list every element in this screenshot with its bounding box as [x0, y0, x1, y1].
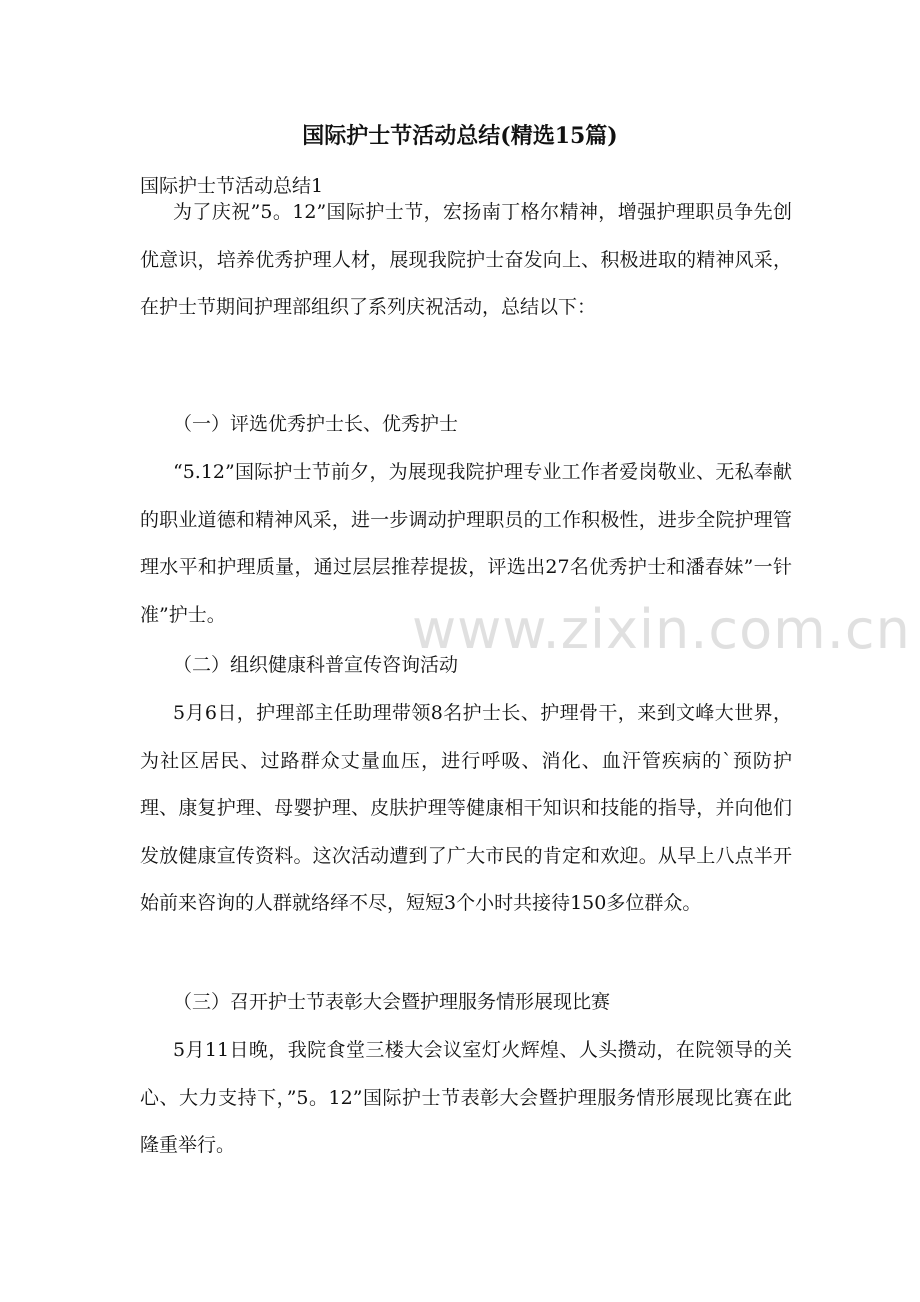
section-heading-2: （二）组织健康科普宣传咨询活动 [173, 654, 459, 676]
paragraph-section-1: “5.12”国际护士节前夕，为展现我院护理专业工作者爱岗敬业、无私奉献的职业道德和精神风采，进一步调动护理职员的工作积极性，进步全院护理管理水平和护理质量，通过层层推荐提拔，评选出27名优秀护士和潘春妹”一针准”护士。 [140, 461, 792, 626]
paragraph-intro: 为了庆祝”5。12”国际护士节，宏扬南丁格尔精神，增强护理职员争先创优意识，培养优秀护理人材，展现我院护士奋发向上、积极进取的精神风采，在护士节期间护理部组织了系列庆祝活动，总结以下： [140, 201, 792, 318]
document-subtitle: 国际护士节活动总结1 [140, 175, 324, 197]
watermark: www.zixin.com.cn [412, 598, 911, 661]
paragraph-section-2: 5月6日，护理部主任助理带领8名护士长、护理骨干，来到文峰大世界，为社区居民、过路群众丈量血压，进行呼吸、消化、血汗管疾病的`预防护理、康复护理、母婴护理、皮肤护理等健康相干知识和技能的指导，并向他们发放健康宣传资料。这次活动遭到了广大市民的肯定和欢迎。从早上八点半开始前来咨询的人群就络绎不尽，短短3个小时共接待150多位群众。 [140, 702, 792, 914]
section-heading-3: （三）召开护士节表彰大会暨护理服务情形展现比赛 [173, 991, 611, 1013]
document-title: 国际护士节活动总结(精选15篇) [302, 123, 618, 149]
section-heading-1: （一）评选优秀护士长、优秀护士 [173, 413, 459, 435]
paragraph-section-3: 5月11日晚，我院食堂三楼大会议室灯火辉煌、人头攒动，在院领导的关心、大力支持下，”5。12”国际护士节表彰大会暨护理服务情形展现比赛在此隆重举行。 [140, 1039, 792, 1156]
